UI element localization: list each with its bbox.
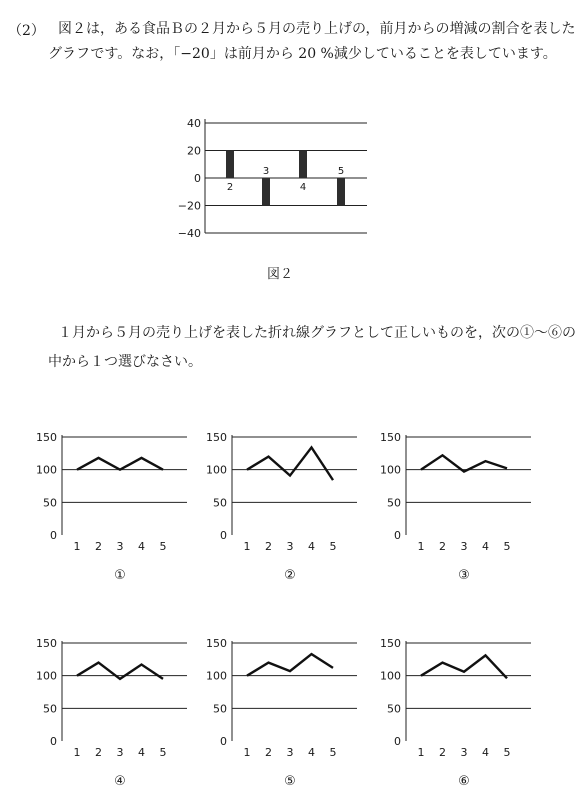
choice-y-tick-label: 0 (394, 529, 401, 542)
choice-label: ④ (114, 774, 126, 789)
choice-y-tick-label: 100 (36, 669, 57, 683)
choice-sales-line (247, 654, 333, 676)
choice-y-tick-label: 100 (206, 669, 227, 683)
fig2-y-tick-label: 20 (187, 144, 201, 158)
fig2-bar (337, 178, 345, 206)
choice-y-tick-label: 0 (394, 735, 401, 748)
choice-x-tick-label: 4 (308, 746, 315, 759)
instruction-line-1: １月から５月の売り上げを表した折れ線グラフとして正しいものを，次の①～⑥の (58, 325, 576, 341)
fig2-bar-label: 2 (226, 182, 234, 193)
choice-y-tick-label: 150 (206, 431, 227, 444)
choice-x-tick-label: 2 (265, 540, 272, 553)
choice-x-tick-label: 2 (95, 540, 102, 553)
fig2-bar-label: 5 (337, 166, 345, 177)
choice-x-tick-label: 3 (116, 540, 124, 553)
choice-y-tick-label: 150 (36, 431, 57, 444)
choice-x-tick-label: 1 (73, 540, 81, 553)
choice-label: ③ (458, 568, 470, 583)
choice-y-tick-label: 100 (36, 463, 57, 477)
choice-sales-line (77, 663, 163, 679)
choice-x-tick-label: 4 (138, 540, 145, 553)
choice-x-tick-label: 3 (286, 746, 294, 759)
choice-y-tick-label: 50 (387, 496, 401, 510)
choice-y-tick-label: 150 (36, 637, 57, 650)
choice-x-tick-label: 3 (460, 746, 468, 759)
choice-x-tick-label: 1 (417, 540, 425, 553)
choice-y-tick-label: 0 (50, 529, 57, 542)
choice-x-tick-label: 4 (308, 540, 315, 553)
choice-sales-line (247, 447, 333, 480)
choice-y-tick-label: 50 (387, 702, 401, 716)
choice-x-tick-label: 5 (329, 540, 337, 553)
choice-sales-line (77, 458, 163, 470)
choice-x-tick-label: 5 (329, 746, 337, 759)
choice-y-tick-label: 100 (206, 463, 227, 477)
choice-y-tick-label: 50 (213, 702, 227, 716)
fig2-y-tick-label: 0 (194, 172, 201, 185)
choice-x-tick-label: 5 (159, 746, 167, 759)
choice-x-tick-label: 1 (243, 746, 251, 759)
choice-x-tick-label: 2 (439, 746, 446, 759)
choice-x-tick-label: 3 (286, 540, 294, 553)
choice-y-tick-label: 100 (380, 463, 401, 477)
choice-label: ⑤ (284, 774, 296, 789)
intro-line-2: グラフです。なお，「−20」は前月から 20 %減少していることを表しています。 (48, 46, 557, 62)
choice-x-tick-label: 5 (159, 540, 167, 553)
choice-y-tick-label: 0 (220, 735, 227, 748)
choice-x-tick-label: 1 (73, 746, 81, 759)
choice-x-tick-label: 3 (460, 540, 468, 553)
choice-y-tick-label: 50 (43, 702, 57, 716)
choice-x-tick-label: 2 (95, 746, 102, 759)
choice-x-tick-label: 4 (138, 746, 145, 759)
choice-label: ⑥ (458, 774, 470, 789)
choice-x-tick-label: 1 (417, 746, 425, 759)
intro-line-1: 図２は，ある食品Ｂの２月から５月の売り上げの，前月からの増減の割合を表した (58, 21, 576, 37)
choice-x-tick-label: 4 (482, 746, 489, 759)
fig2-bar (226, 151, 234, 179)
choice-x-tick-label: 1 (243, 540, 251, 553)
choice-y-tick-label: 50 (213, 496, 227, 510)
fig2-y-tick-label: −40 (177, 227, 201, 240)
fig2-bar-label: 3 (262, 166, 270, 177)
choice-y-tick-label: 0 (50, 735, 57, 748)
choice-y-tick-label: 150 (380, 431, 401, 444)
choice-label: ② (284, 568, 296, 583)
choice-x-tick-label: 5 (503, 746, 511, 759)
fig2-bar (299, 151, 307, 179)
fig2-bar (262, 178, 270, 206)
choice-x-tick-label: 2 (265, 746, 272, 759)
choice-x-tick-label: 3 (116, 746, 124, 759)
figure-2-caption: 図２ (266, 267, 294, 282)
choice-x-tick-label: 4 (482, 540, 489, 553)
choice-sales-line (421, 655, 507, 678)
instruction-line-2: 中から１つ選びなさい。 (48, 354, 202, 370)
fig2-bar-label: 4 (299, 182, 307, 193)
question-number: （2） (8, 23, 45, 39)
choice-y-tick-label: 150 (380, 637, 401, 650)
fig2-y-tick-label: 40 (187, 117, 201, 130)
choice-y-tick-label: 100 (380, 669, 401, 683)
choice-x-tick-label: 5 (503, 540, 511, 553)
choice-y-tick-label: 0 (220, 529, 227, 542)
fig2-y-tick-label: −20 (177, 199, 201, 213)
choice-label: ① (114, 568, 126, 583)
choice-x-tick-label: 2 (439, 540, 446, 553)
choice-y-tick-label: 150 (206, 637, 227, 650)
choice-y-tick-label: 50 (43, 496, 57, 510)
